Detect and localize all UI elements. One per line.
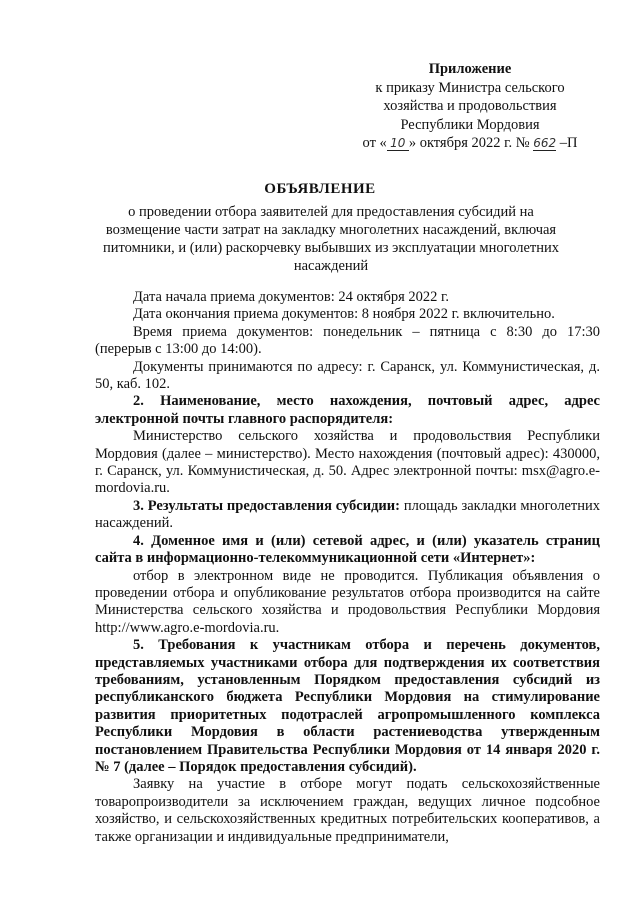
document-body bbox=[95, 289, 600, 846]
reception-hours: Время приема документов: понедельник – пятница с 8:30 до 17:30 (перерыв с 13:00 до 14:00). bbox=[95, 323, 600, 358]
section-4-text: отбор в электронном виде не проводится. Публикация объявления о проведении отбора и опубликование результатов отбора производится на сайте Министерства сельского хозяйства и продовольствия Республики Мордовия http://www.agro.e-mordovia.ru. bbox=[95, 567, 600, 636]
date-prefix: от « bbox=[362, 135, 387, 151]
handwritten-order-number: 662 bbox=[533, 136, 557, 150]
start-date: Дата начала приема документов: 24 октября 2022 г. bbox=[133, 289, 449, 305]
section-3 bbox=[95, 498, 600, 533]
annex-line-3: Республики Мордовия bbox=[400, 116, 540, 133]
section-3-text: площадь закладки многолетних насаждений. bbox=[95, 497, 600, 532]
reception-address: Документы принимаются по адресу: г. Саранск, ул. Коммунистическая, д. 50, каб. 102. bbox=[95, 358, 600, 393]
annex-line-2: хозяйства и продовольствия bbox=[383, 98, 557, 114]
order-date-line bbox=[330, 134, 610, 153]
section-5-text: Заявку на участие в отборе могут подать сельскохозяйственные товаропроизводители за исключением граждан, ведущих личное подсобное хозяйство, и сельскохозяйственных кредитных потребительских кооперативов, а также организации и индивидуальные предприниматели, bbox=[95, 776, 600, 845]
section-5-heading: 5. Требования к участникам отбора и перечень документов, представляемых участниками отбора для подтверждения их соответствия требованиям, установленным Порядком предоставления субсидий из республиканского бюджета Республики Мордовия на стимулирование развития приоритетных подотраслей агропромышленного комплекса Республики Мордовия в области растениеводства утвержденным постановлением Правительства Республики Мордовия от 14 января 2020 г. № 7 (далее – Порядок предоставления субсидий). bbox=[95, 637, 600, 775]
section-2-heading: 2. Наименование, место нахождения, почтовый адрес, адрес электронной почты главного распорядителя: bbox=[95, 393, 600, 427]
date-middle: » октября 2022 г. № bbox=[408, 135, 530, 151]
end-date: Дата окончания приема документов: 8 ноября 2022 г. включительно. bbox=[133, 306, 555, 323]
document-subtitle: о проведении отбора заявителей для предоставления субсидий на возмещение части затрат на закладку многолетних насаждений, включая питомники, и (или) раскорчевку выбывших из эксплуатации многолетних насаждений bbox=[102, 204, 560, 274]
section-4-heading: 4. Доменное имя и (или) сетевой адрес, и (или) указатель страниц сайта в информационно-телекоммуникационной сети «Интернет»: bbox=[95, 532, 600, 567]
annex-line-1: к приказу Министра сельского bbox=[375, 79, 565, 96]
handwritten-day: 10 bbox=[387, 136, 409, 151]
annex-block bbox=[330, 60, 610, 153]
date-suffix: –П bbox=[559, 135, 578, 151]
annex-title: Приложение bbox=[428, 61, 512, 77]
section-2-text: Министерство сельского хозяйства и продовольствия Республики Мордовия (далее – министерство). Место нахождения (почтовый адрес): 430000, г. Саранск, ул. Коммунистическая, д. 50. Адрес электронной почты: msx@agro.e-mordovia.ru. bbox=[95, 428, 600, 497]
section-3-heading: 3. Результаты предоставления субсидии: bbox=[133, 497, 400, 514]
document-title: ОБЪЯВЛЕНИЕ bbox=[264, 181, 376, 197]
